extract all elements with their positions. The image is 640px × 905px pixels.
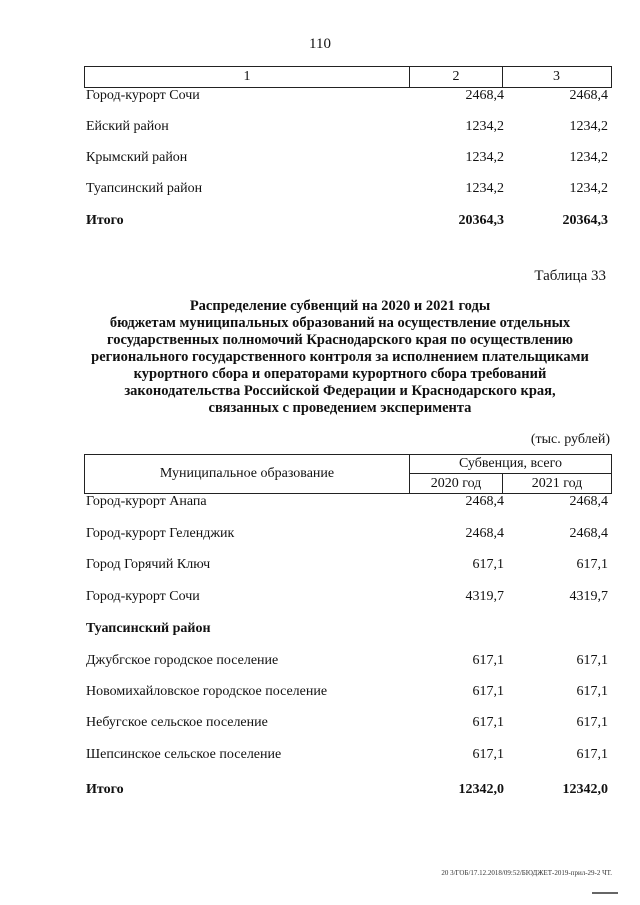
row-name: Город-курорт Сочи [86,88,200,103]
row-value-2020: 2468,4 [465,494,504,509]
row-value-2021: 617,1 [576,653,608,668]
row-name: Итого [86,213,124,228]
row-value-2021: 1234,2 [569,181,608,196]
row-value-2021: 1234,2 [569,150,608,165]
page-number: 110 [309,36,331,52]
table-title-line: государственных полномочий Краснодарского края по осуществлению [107,332,573,348]
table2-header [84,454,612,494]
table2-row [84,713,610,733]
row-value-2020: 4319,7 [465,589,504,604]
table2-row [84,524,610,544]
page-edge-mark [592,892,618,897]
row-value-2020: 617,1 [472,684,504,699]
row-value-2020: 2468,4 [465,88,504,103]
row-value-2021: 617,1 [576,715,608,730]
table2-row [84,492,610,512]
table1-header-col-2: 2 [410,67,503,87]
table-title-line: регионального государственного контроля за исполнением плательщиками [91,349,589,365]
table2-row [84,745,610,765]
row-value-2021: 20364,3 [562,213,608,228]
row-value-2021: 617,1 [576,747,608,762]
row-value-2020: 1234,2 [465,119,504,134]
table1-header [84,66,612,88]
row-value-2020: 617,1 [472,747,504,762]
row-value-2021: 617,1 [576,557,608,572]
row-value-2021: 2468,4 [569,494,608,509]
header-subvention: Субвенция, всего [410,455,611,474]
row-value-2020: 1234,2 [465,181,504,196]
row-value-2020: 12342,0 [458,782,504,797]
row-value-2021: 2468,4 [569,526,608,541]
row-name: Ейский район [86,119,169,134]
row-name: Джубгское городское поселение [86,653,279,668]
table1-row [84,148,610,168]
row-value-2020: 617,1 [472,653,504,668]
row-name: Итого [86,782,124,797]
header-municipality: Муниципальное образование [85,455,410,493]
row-value-2021: 617,1 [576,684,608,699]
row-value-2020: 1234,2 [465,150,504,165]
table2-row [84,555,610,575]
table2-row [84,587,610,607]
table1-header-col-1: 1 [85,67,410,87]
table1-header-col-3: 3 [553,69,560,84]
row-value-2020: 617,1 [472,557,504,572]
table-title-line: бюджетам муниципальных образований на осуществление отдельных [109,315,571,331]
row-name: Небугское сельское поселение [86,715,268,730]
table-number: Таблица 33 [534,268,606,284]
table2-group-row [84,619,610,639]
row-name: Новомихайловское городское поселение [86,684,328,699]
table1-row [84,86,610,106]
row-value-2021: 2468,4 [569,88,608,103]
table1-row [84,117,610,137]
row-name: Город-курорт Геленджик [86,526,235,541]
row-value-2021: 4319,7 [569,589,608,604]
row-name: Туапсинский район [86,181,203,196]
table2-row [84,682,610,702]
row-value-2021: 1234,2 [569,119,608,134]
row-value-2020: 20364,3 [458,213,504,228]
table-title-line: Распределение субвенций на 2020 и 2021 годы [189,298,491,314]
table-title-line: связанных с проведением эксперимента [208,400,472,416]
table2-total-row [84,780,610,800]
document-footer-code: 20 3/ГОБ/17.12.2018/09:52/БЮДЖЕТ-2019-прил-29-2 ЧТ. [441,869,612,877]
row-name: Крымский район [86,150,188,165]
header-year-2020: 2020 год [410,474,503,493]
table1-total-row [84,211,610,231]
row-name: Город-курорт Сочи [86,589,200,604]
header-year-2021: 2021 год [531,476,583,491]
row-value-2020: 2468,4 [465,526,504,541]
row-name: Город-курорт Анапа [86,494,207,509]
row-name: Город Горячий Ключ [86,557,211,572]
row-name: Шепсинское сельское поселение [86,747,282,762]
table2-row [84,651,610,671]
row-value-2021: 12342,0 [562,782,608,797]
row-value-2020: 617,1 [472,715,504,730]
table-title-line: законодательства Российской Федерации и Краснодарского края, [124,383,556,399]
row-name: Туапсинский район [86,621,211,636]
table-title-line: курортного сбора и операторами курортного сбора требований [133,366,547,382]
table1-row [84,179,610,199]
units-label: (тыс. рублей) [530,432,610,447]
